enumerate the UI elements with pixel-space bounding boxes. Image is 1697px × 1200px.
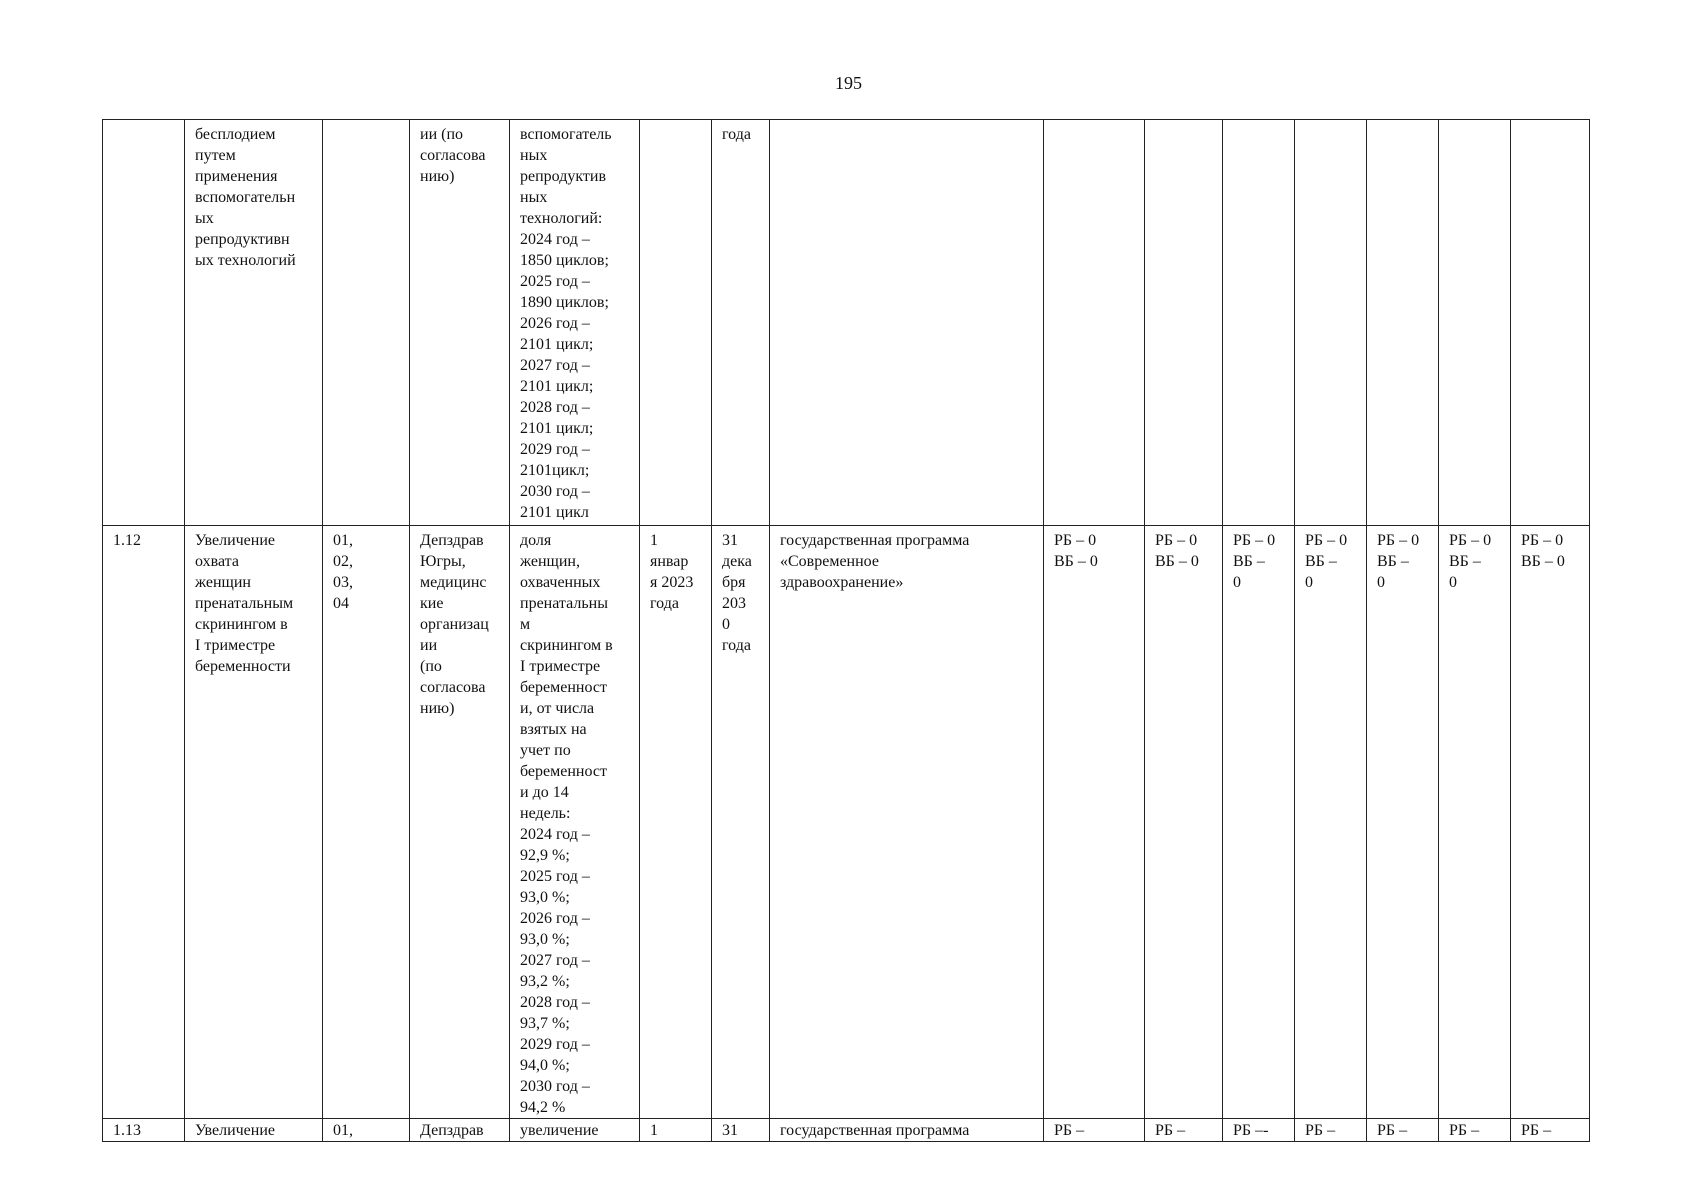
cell-line: 2101 цикл; bbox=[520, 378, 594, 395]
executor-cell bbox=[410, 526, 510, 1119]
cell-line: 1 bbox=[650, 1122, 658, 1139]
cell-line: путем bbox=[195, 147, 236, 164]
cell-line: технологий: bbox=[520, 210, 603, 227]
indicator-cell bbox=[510, 120, 640, 526]
cell-line: РБ – 0 bbox=[1233, 532, 1276, 549]
funding-year-cell bbox=[1223, 1119, 1295, 1142]
cell-line: 31 bbox=[722, 532, 738, 549]
cell-line: 2029 год – bbox=[520, 441, 590, 458]
table-row bbox=[103, 120, 1590, 526]
cell-line: «Современное bbox=[780, 553, 879, 570]
cell-line: РБ – bbox=[1054, 1122, 1085, 1139]
cell-line: ВБ – 0 bbox=[1054, 553, 1098, 570]
cell-line: охваченных bbox=[520, 574, 601, 591]
cell-line: 03, bbox=[333, 574, 353, 591]
cell-line: 2026 год – bbox=[520, 910, 590, 927]
cell-line: РБ – bbox=[1449, 1122, 1480, 1139]
cell-line: ых технологий bbox=[195, 252, 296, 269]
cell-line: года bbox=[650, 595, 679, 612]
cell-line: организац bbox=[420, 616, 489, 633]
cell-line: 2101цикл; bbox=[520, 462, 590, 479]
funding-year-cell bbox=[1145, 120, 1223, 526]
cell-line: ВБ – bbox=[1233, 553, 1265, 570]
cell-line: дека bbox=[722, 553, 752, 570]
cell-line: ных bbox=[520, 147, 548, 164]
cell-line: беременности bbox=[195, 658, 291, 675]
cell-line: Югры, bbox=[420, 553, 466, 570]
cell-line: вспомогатель bbox=[520, 126, 612, 143]
cell-line: РБ – 0 bbox=[1054, 532, 1097, 549]
cell-line: РБ – 0 bbox=[1449, 532, 1492, 549]
funding-year-cell bbox=[1223, 120, 1295, 526]
cell-line: 2030 год – bbox=[520, 483, 590, 500]
cell-line: Депздрав bbox=[420, 532, 484, 549]
page-number: 195 bbox=[835, 73, 862, 93]
cell-line: 93,0 %; bbox=[520, 931, 570, 948]
cell-line: 94,0 %; bbox=[520, 1057, 570, 1074]
cell-line: здравоохранение» bbox=[780, 574, 904, 591]
cell-line: бря bbox=[722, 574, 746, 591]
row-number-cell bbox=[103, 526, 185, 1119]
cell-line: РБ – 0 bbox=[1521, 532, 1564, 549]
cell-line: I триместре bbox=[520, 658, 601, 675]
cell-line: 01, bbox=[333, 1122, 353, 1139]
cell-line: согласова bbox=[420, 679, 486, 696]
cell-line: 0 bbox=[1305, 574, 1313, 591]
cell-line: беременност bbox=[520, 679, 607, 696]
cell-line: РБ – bbox=[1521, 1122, 1552, 1139]
cell-line: женщин bbox=[195, 574, 251, 591]
task-code-cell bbox=[323, 120, 410, 526]
cell-line: РБ – 0 bbox=[1377, 532, 1420, 549]
cell-line: года bbox=[722, 126, 751, 143]
cell-line: нию) bbox=[420, 168, 455, 185]
funding-year-cell bbox=[1145, 526, 1223, 1119]
start-date-cell bbox=[640, 526, 712, 1119]
funding-year-cell bbox=[1367, 120, 1439, 526]
indicator-cell bbox=[510, 1119, 640, 1142]
cell-line: ых bbox=[195, 210, 214, 227]
cell-line: женщин, bbox=[520, 553, 580, 570]
cell-line: учет по bbox=[520, 742, 571, 759]
cell-line: 0 bbox=[1233, 574, 1241, 591]
end-date-cell bbox=[712, 1119, 770, 1142]
program-cell bbox=[770, 526, 1044, 1119]
cell-line: 2101 цикл; bbox=[520, 420, 594, 437]
row-number-cell bbox=[103, 1119, 185, 1142]
cell-line: 1850 циклов; bbox=[520, 252, 609, 269]
cell-line: увеличение bbox=[520, 1122, 599, 1139]
cell-line: январ bbox=[650, 553, 689, 570]
cell-line: 1.13 bbox=[113, 1122, 141, 1139]
funding-total-cell bbox=[1044, 526, 1145, 1119]
cell-line: 31 bbox=[722, 1122, 738, 1139]
funding-year-cell bbox=[1439, 1119, 1511, 1142]
cell-line: ных bbox=[520, 189, 548, 206]
funding-year-cell bbox=[1367, 1119, 1439, 1142]
funding-year-cell bbox=[1511, 1119, 1590, 1142]
cell-line: 94,2 % bbox=[520, 1099, 566, 1116]
cell-line: ВБ – 0 bbox=[1155, 553, 1199, 570]
cell-line: я 2023 bbox=[650, 574, 694, 591]
program-cell bbox=[770, 1119, 1044, 1142]
cell-line: РБ –- bbox=[1233, 1122, 1269, 1139]
cell-line: 2101 цикл bbox=[520, 504, 589, 521]
cell-line: охвата bbox=[195, 553, 239, 570]
cell-line: доля bbox=[520, 532, 552, 549]
start-date-cell bbox=[640, 1119, 712, 1142]
cell-line: 0 bbox=[1377, 574, 1385, 591]
cell-line: 1890 циклов; bbox=[520, 294, 609, 311]
cell-line: применения bbox=[195, 168, 278, 185]
end-date-cell bbox=[712, 526, 770, 1119]
cell-line: ВБ – 0 bbox=[1521, 553, 1565, 570]
cell-line: беременност bbox=[520, 763, 607, 780]
cell-line: ии (по bbox=[420, 126, 464, 143]
cell-line: РБ – bbox=[1377, 1122, 1408, 1139]
cell-line: бесплодием bbox=[195, 126, 276, 143]
cell-line: Увеличение bbox=[195, 1122, 276, 1139]
cell-line: I триместре bbox=[195, 637, 276, 654]
cell-line: медицинс bbox=[420, 574, 487, 591]
cell-line: репродуктивн bbox=[195, 231, 290, 248]
funding-year-cell bbox=[1295, 526, 1367, 1119]
cell-line: 2028 год – bbox=[520, 994, 590, 1011]
cell-line: и до 14 bbox=[520, 784, 569, 801]
cell-line: 93,7 %; bbox=[520, 1015, 570, 1032]
cell-line: кие bbox=[420, 595, 444, 612]
end-date-cell bbox=[712, 120, 770, 526]
cell-line: 93,2 %; bbox=[520, 973, 570, 990]
cell-line: 1 bbox=[650, 532, 658, 549]
cell-line: 2028 год – bbox=[520, 399, 590, 416]
cell-line: ВБ – bbox=[1449, 553, 1481, 570]
cell-line: взятых на bbox=[520, 721, 587, 738]
cell-line: Депздрав bbox=[420, 1122, 484, 1139]
funding-year-cell bbox=[1511, 120, 1590, 526]
cell-line: ВБ – bbox=[1377, 553, 1409, 570]
funding-year-cell bbox=[1367, 526, 1439, 1119]
cell-line: ВБ – bbox=[1305, 553, 1337, 570]
cell-line: пренатальным bbox=[195, 595, 294, 612]
cell-line: (по bbox=[420, 658, 442, 675]
cell-line: скринингом в bbox=[520, 637, 613, 654]
funding-total-cell bbox=[1044, 1119, 1145, 1142]
cell-line: 2024 год – bbox=[520, 826, 590, 843]
table-row bbox=[103, 526, 1590, 1119]
measures-table bbox=[102, 119, 1590, 1142]
funding-year-cell bbox=[1511, 526, 1590, 1119]
funding-total-cell bbox=[1044, 120, 1145, 526]
cell-line: 2025 год – bbox=[520, 868, 590, 885]
executor-cell bbox=[410, 1119, 510, 1142]
cell-line: государственная программа bbox=[780, 532, 970, 549]
cell-line: пренатальны bbox=[520, 595, 608, 612]
cell-line: 2025 год – bbox=[520, 273, 590, 290]
cell-line: недель: bbox=[520, 805, 571, 822]
cell-line: РБ – bbox=[1305, 1122, 1336, 1139]
funding-year-cell bbox=[1223, 526, 1295, 1119]
funding-year-cell bbox=[1295, 120, 1367, 526]
cell-line: 93,0 %; bbox=[520, 889, 570, 906]
row-number-cell bbox=[103, 120, 185, 526]
cell-line: 2029 год – bbox=[520, 1036, 590, 1053]
cell-line: РБ – bbox=[1155, 1122, 1186, 1139]
cell-line: 2026 год – bbox=[520, 315, 590, 332]
program-cell bbox=[770, 120, 1044, 526]
cell-line: нию) bbox=[420, 700, 455, 717]
cell-line: 01, bbox=[333, 532, 353, 549]
cell-line: 02, bbox=[333, 553, 353, 570]
cell-line: 2027 год – bbox=[520, 357, 590, 374]
start-date-cell bbox=[640, 120, 712, 526]
task-code-cell bbox=[323, 526, 410, 1119]
cell-line: репродуктив bbox=[520, 168, 607, 185]
funding-year-cell bbox=[1145, 1119, 1223, 1142]
funding-year-cell bbox=[1439, 526, 1511, 1119]
measure-name-cell bbox=[185, 526, 323, 1119]
cell-line: 04 bbox=[333, 595, 349, 612]
cell-line: ии bbox=[420, 637, 438, 654]
cell-line: 0 bbox=[722, 616, 730, 633]
cell-line: 2101 цикл; bbox=[520, 336, 594, 353]
cell-line: года bbox=[722, 637, 751, 654]
cell-line: и, от числа bbox=[520, 700, 595, 717]
cell-line: вспомогательн bbox=[195, 189, 296, 206]
cell-line: Увеличение bbox=[195, 532, 276, 549]
cell-line: согласова bbox=[420, 147, 486, 164]
cell-line: 2027 год – bbox=[520, 952, 590, 969]
funding-year-cell bbox=[1439, 120, 1511, 526]
cell-line: 2024 год – bbox=[520, 231, 590, 248]
cell-line: РБ – 0 bbox=[1155, 532, 1198, 549]
table-row bbox=[103, 1119, 1590, 1142]
indicator-cell bbox=[510, 526, 640, 1119]
cell-line: скринингом в bbox=[195, 616, 288, 633]
funding-year-cell bbox=[1295, 1119, 1367, 1142]
measure-name-cell bbox=[185, 1119, 323, 1142]
executor-cell bbox=[410, 120, 510, 526]
cell-line: РБ – 0 bbox=[1305, 532, 1348, 549]
task-code-cell bbox=[323, 1119, 410, 1142]
cell-line: 92,9 %; bbox=[520, 847, 570, 864]
cell-line: м bbox=[520, 616, 531, 633]
cell-line: 2030 год – bbox=[520, 1078, 590, 1095]
cell-line: государственная программа bbox=[780, 1122, 970, 1139]
cell-line: 0 bbox=[1449, 574, 1457, 591]
measure-name-cell bbox=[185, 120, 323, 526]
cell-line: 203 bbox=[722, 595, 746, 612]
cell-line: 1.12 bbox=[113, 532, 141, 549]
